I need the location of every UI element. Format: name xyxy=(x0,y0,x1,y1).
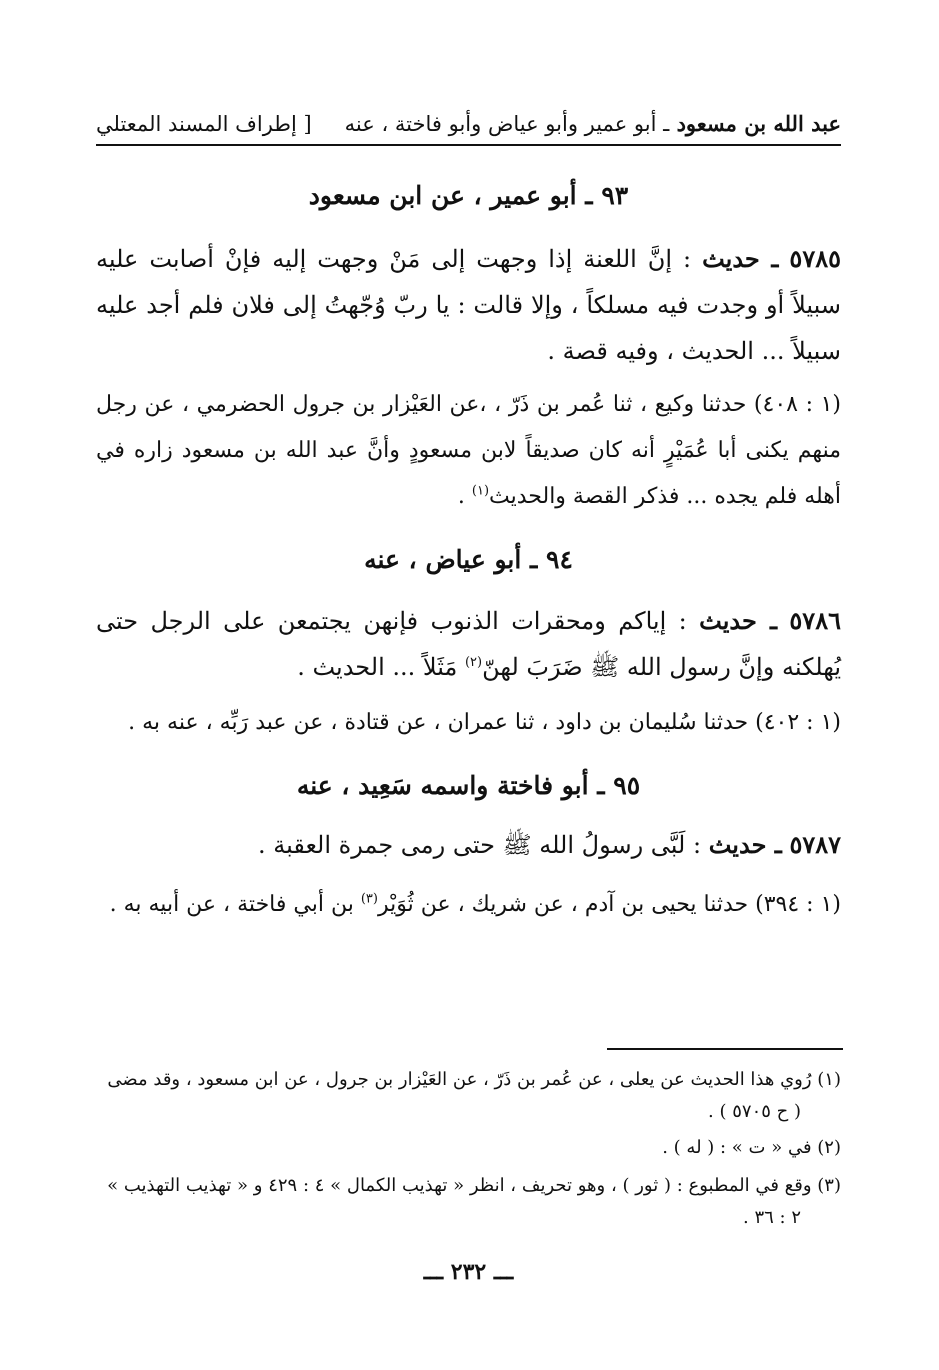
section-heading-95: ٩٥ ـ أبو فاختة واسمه سَعِيد ، عنه xyxy=(296,771,641,800)
source-end: . xyxy=(457,484,472,509)
footnote-continuation: ٢ : ٣٦ . xyxy=(743,1207,801,1228)
hadith-text: : إنَّ اللعنة إذا وجهت إلى مَنْ وجهت إليه فإنْ أصابت عليه سبيلاً أو وجدت فيه مسلكاً ، وإلا قالت : يا ربّ وُجّهتُ إلى فلان فلم أجد عليه سبيلاً ... الحديث ، وفيه قصة . xyxy=(96,245,841,365)
hadith-5786 xyxy=(96,598,841,690)
footnote-1 xyxy=(96,1064,841,1128)
hadith-5785-source xyxy=(96,382,841,520)
hadith-text: : لَبَّى رسولُ الله ﷺ حتى رمى جمرة العقبة . xyxy=(257,831,702,859)
footnote-continuation: ( ح ٥٧٠٥ ) . xyxy=(708,1101,801,1122)
footnote-text: (٣) وقع في المطبوع : ( ثور ) ، وهو تحريف ، انظر « تهذيب الكمال » ٤ : ٤٢٩ و « تهذيب التهذيب » xyxy=(107,1175,841,1196)
source-text: (١ : ٤٠٨) حدثنا وكيع ، ثنا عُمر بن ذَرّ ، ،عن العَيْزار بن جرول الحضرمي ، عن رجل منهم يكنى أبا عُمَيْرٍ أنه كان صديقاً لابن مسعودٍ وأنَّ عبد الله بن مسعود زاره في أهله فلم يجده ... فذكر القصة والحديث xyxy=(96,392,841,509)
footnote-2 xyxy=(96,1132,841,1164)
hadith-label: ـ حديث xyxy=(708,830,782,859)
footnote-3 xyxy=(96,1170,841,1234)
header-subjects: ـ أبو عمير وأبو عياض وأبو فاختة ، عنه xyxy=(344,112,670,136)
hadith-label: ـ حديث xyxy=(702,244,779,273)
footnote-divider xyxy=(607,1048,843,1050)
header-book-title: [ إطراف المسند المعتلي xyxy=(96,112,312,136)
hadith-text: : إياكم ومحقرات الذنوب فإنهن يجتمعن على الرجل حتى يُهلكنه وإنَّ رسول الله ﷺ ضَرَبَ لهنّ xyxy=(96,607,841,681)
source-text: (١ : ٣٩٤) حدثنا يحيى بن آدم ، عن شريك ، عن ثُوَيْر xyxy=(377,892,841,917)
hadith-number: ٥٧٨٦ xyxy=(789,606,841,635)
header-author: عبد الله بن مسعود xyxy=(676,111,841,136)
section-heading-94: ٩٤ ـ أبو عياض ، عنه xyxy=(364,545,573,574)
running-header xyxy=(96,104,841,146)
hadith-number: ٥٧٨٧ xyxy=(789,830,841,859)
hadith-label: ـ حديث xyxy=(699,606,777,635)
header-title xyxy=(345,104,841,144)
footnote-text: (٢) في « ت » : ( له ) . xyxy=(662,1137,841,1158)
page-number: ـــ ٢٣٢ ـــ xyxy=(423,1259,514,1285)
hadith-5787-source xyxy=(96,882,841,928)
hadith-5785 xyxy=(96,236,841,374)
source-end: بن أبي فاختة ، عن أبيه به . xyxy=(109,892,361,917)
footnote-ref-3: (٣) xyxy=(360,891,378,907)
footnote-ref-2: (٢) xyxy=(464,655,483,670)
hadith-text-end: مَثَلاً ... الحديث . xyxy=(297,653,465,681)
section-heading-93: ٩٣ ـ أبو عمير ، عن ابن مسعود xyxy=(308,181,629,210)
hadith-number: ٥٧٨٥ xyxy=(789,244,841,273)
hadith-5786-source: (١ : ٤٠٢) حدثنا سُليمان بن داود ، ثنا عمران ، عن قتادة ، عن عبد رَبِّه ، عنه به . xyxy=(128,710,841,735)
footnote-ref-1: (١) xyxy=(471,483,490,499)
footnote-text: (١) رُوي هذا الحديث عن يعلى ، عن عُمر بن ذَرّ ، عن العَيْزار بن جرول ، عن ابن مسعود ، وقد مضى xyxy=(107,1069,841,1090)
hadith-5787 xyxy=(96,822,841,868)
